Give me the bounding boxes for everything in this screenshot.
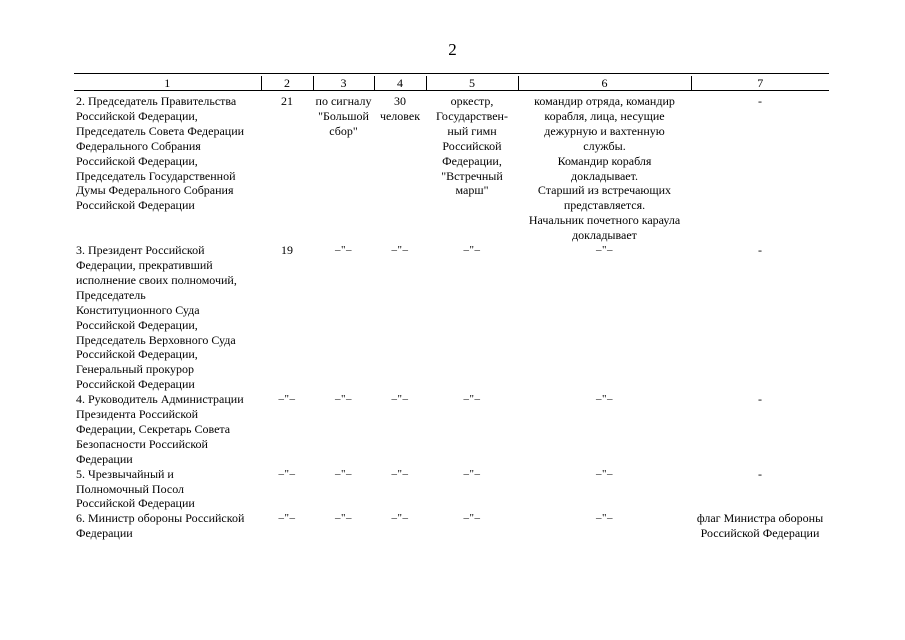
official-cell: 4. Руководитель Администрации Президента Российской Федерации, Секретарь Совета Безопасности Российской Федерации [76, 392, 244, 466]
salute-count-cell: 21 [281, 94, 293, 108]
column-number-row [74, 76, 829, 91]
column-number: 4 [374, 76, 426, 91]
salute-count-cell: 19 [281, 243, 293, 258]
flag-cell: - [758, 243, 762, 258]
signal-cell: –"– [335, 512, 352, 525]
column-number: 7 [691, 76, 829, 91]
official-cell: 5. Чрезвычайный и Полномочный Посол Российской Федерации [76, 466, 195, 511]
column-number: 2 [261, 76, 313, 91]
guard-size-cell: –"– [391, 244, 409, 257]
column-number: 5 [426, 76, 518, 91]
greeting-party-cell: –"– [596, 244, 613, 257]
signal-cell: по сигналу "Большой сбор" [315, 94, 372, 138]
official-cell: 3. Президент Российской Федерации, прекративший исполнение своих полномочий, Председатель Конституционного Суда Российской Федерации, Председатель Верховного Суда Российской Федерации, Генеральный прокурор Российской Федерации [76, 243, 237, 392]
music-cell: оркестр, Государствен- ный гимн Российской Федерации, "Встречный марш" [436, 94, 508, 198]
music-cell: –"– [463, 244, 481, 257]
column-number: 1 [74, 76, 261, 91]
official-cell: 6. Министр обороны Российской Федерации [76, 511, 245, 541]
greeting-party-cell: –"– [596, 512, 613, 525]
flag-cell: - [758, 466, 762, 481]
music-cell: –"– [463, 512, 481, 525]
table-row [74, 91, 829, 244]
signal-cell: –"– [335, 467, 352, 480]
signal-cell: –"– [335, 393, 352, 406]
greeting-party-cell: командир отряда, командир корабля, лица, несущие дежурную и вахтенную службы. Командир корабля докладывает. Старший из встречающих представляется. Начальник почетного караула докладывает [528, 94, 681, 243]
ceremony-table [74, 76, 829, 541]
guard-size-cell: –"– [391, 393, 409, 406]
salute-count-cell: –"– [278, 467, 296, 480]
guard-size-cell: –"– [391, 467, 409, 480]
table-row [74, 392, 829, 467]
column-number: 6 [518, 76, 691, 91]
flag-cell: - [758, 94, 762, 108]
guard-size-cell: –"– [391, 512, 409, 525]
greeting-party-cell: –"– [596, 467, 613, 480]
salute-count-cell: –"– [278, 393, 296, 406]
table-row [74, 467, 829, 512]
table-top-rule [74, 73, 829, 74]
music-cell: –"– [463, 393, 481, 406]
flag-cell: - [758, 392, 762, 407]
page-number: 2 [448, 40, 457, 59]
official-cell: 2. Председатель Правительства Российской Федерации, Председатель Совета Федерации Федерального Собрания Российской Федерации, Председатель Государственной Думы Федерального Собрания Российской Федерации [76, 94, 245, 213]
column-number: 3 [313, 76, 374, 91]
signal-cell: –"– [335, 244, 352, 257]
guard-size-cell: 30 человек [379, 94, 421, 123]
flag-cell: флаг Министра обороны Российской Федерации [696, 511, 824, 541]
table-row [74, 511, 829, 541]
table-row [74, 243, 829, 392]
salute-count-cell: –"– [278, 512, 296, 525]
music-cell: –"– [463, 467, 481, 480]
greeting-party-cell: –"– [596, 393, 613, 406]
